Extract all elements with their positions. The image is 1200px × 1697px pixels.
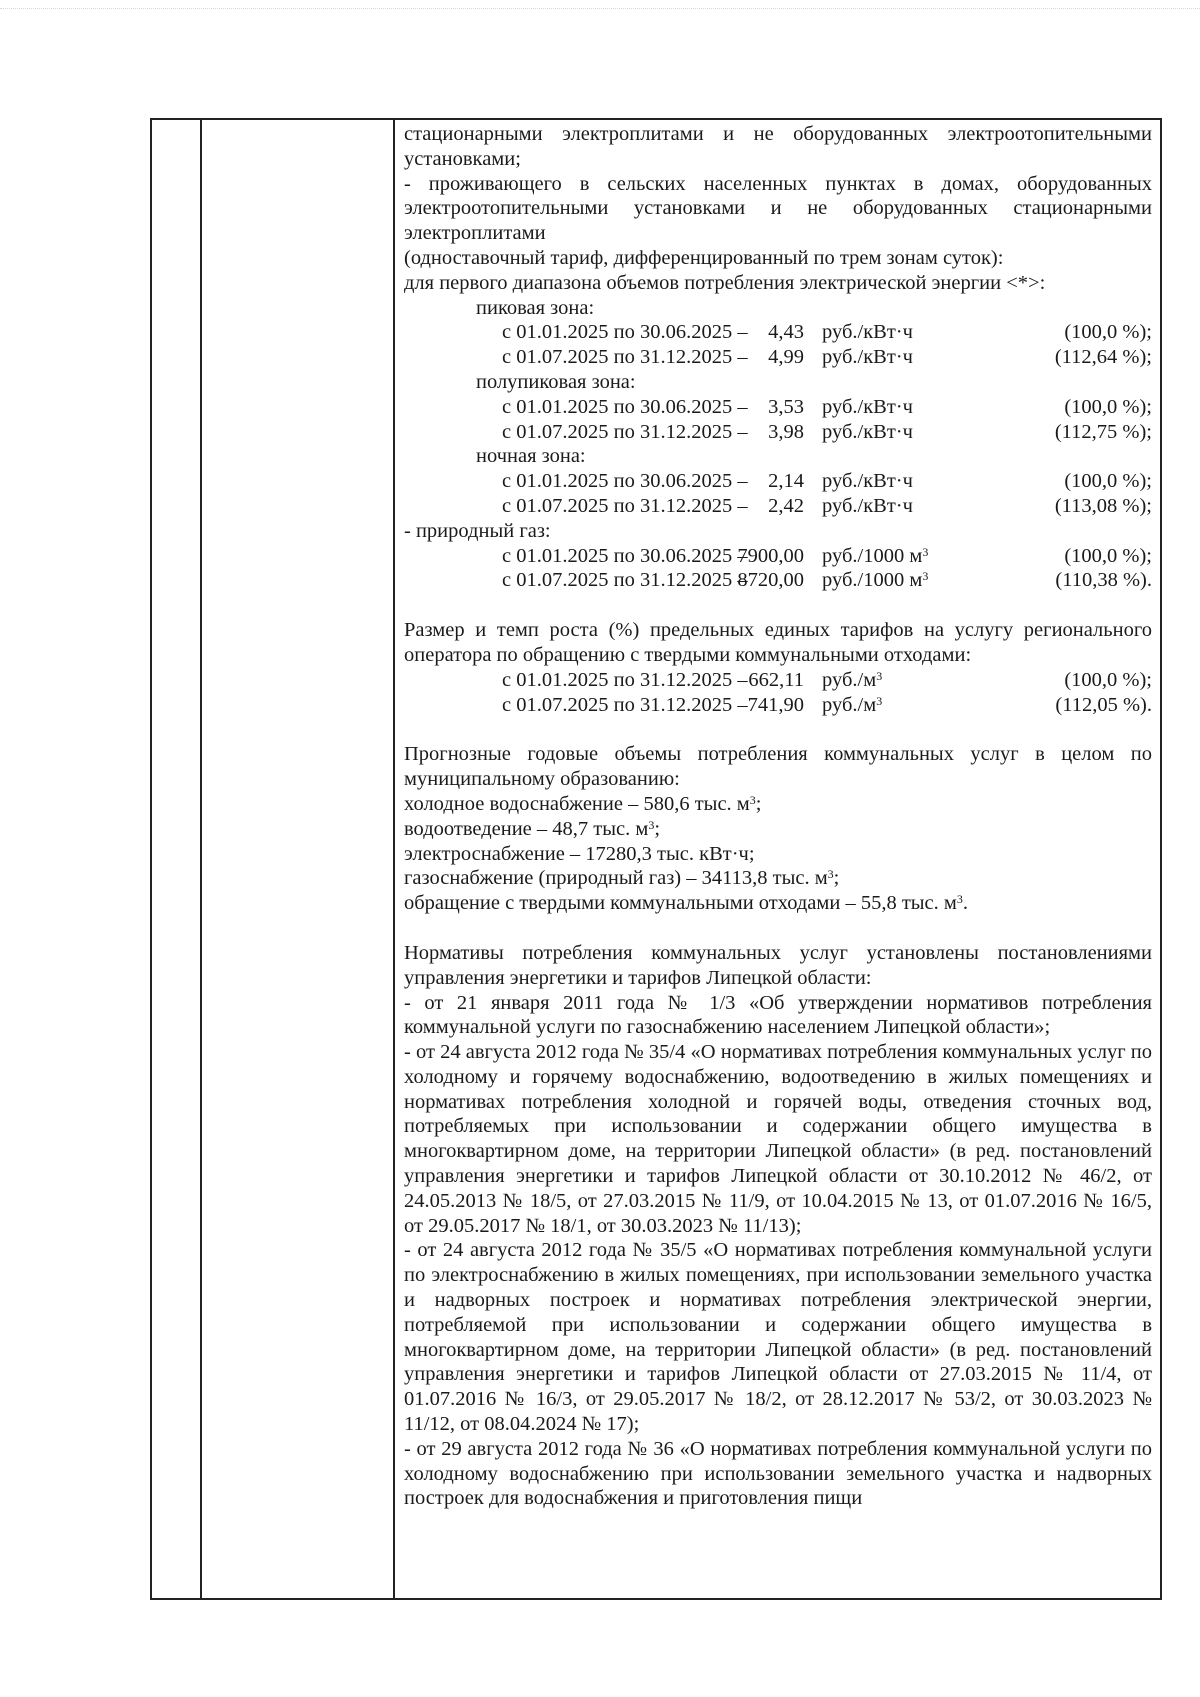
zone-title: пиковая зона: <box>476 296 595 319</box>
forecast-item: газоснабжение (природный газ) – 34113,8 тыс. $м^3$; <box>404 867 840 890</box>
tariff-unit: $руб./м^3$ <box>822 693 883 716</box>
tariff-percent: (100,0 %); <box>1064 321 1152 344</box>
tariff-unit: руб./кВт·ч <box>822 346 913 369</box>
tariff-row <box>404 668 1152 693</box>
forecast-item: обращение с твердыми коммунальными отходами – 55,8 тыс. $м^3$. <box>404 892 969 915</box>
tariff-row <box>404 469 1152 494</box>
forecast-item: водоотведение – 48,7 тыс. $м^3$; <box>404 817 661 840</box>
zone-title: ночная зона: <box>476 445 586 468</box>
tariff-unit: руб./кВт·ч <box>822 395 913 418</box>
tariff-value: 3,98 <box>768 420 804 443</box>
zone-title: полупиковая зона: <box>476 370 636 393</box>
tariff-row <box>404 693 1152 718</box>
tariff-row <box>404 395 1152 420</box>
tariff-period: с 01.07.2025 по 31.12.2025 – <box>502 420 748 443</box>
tariff-row <box>404 494 1152 519</box>
norms-heading: Нормативы потребления коммунальных услуг установлены постановлениями управления энергетики и тарифов Липецкой области: <box>404 941 1152 989</box>
intro-line: стационарными электроплитами и не оборудованных электроотопительными установками; <box>404 123 1152 170</box>
tariff-value: 2,14 <box>768 470 804 493</box>
tariff-percent: (112,75 %); <box>1054 420 1152 443</box>
tariff-unit: руб./кВт·ч <box>822 420 913 443</box>
tariff-row <box>404 345 1152 370</box>
tariff-row <box>404 544 1152 569</box>
gas-title: - природный газ: <box>404 519 551 542</box>
tariff-unit: руб./1000 $м^3$ <box>822 569 929 592</box>
tariff-row <box>404 568 1152 593</box>
tariff-period: с 01.07.2025 по 31.12.2025 – <box>502 494 748 517</box>
table-cell-number <box>151 119 201 1599</box>
table-cell-name <box>201 119 394 1599</box>
document-table <box>150 118 1162 1600</box>
tariff-value: 4,99 <box>768 346 804 369</box>
semi-peak-zone <box>404 370 1152 444</box>
tariff-unit: руб./кВт·ч <box>822 494 913 517</box>
tariff-value: 3,53 <box>768 395 804 418</box>
tariff-period: с 01.01.2025 по 30.06.2025 – <box>502 395 748 418</box>
tariff-value: 4,43 <box>768 321 804 344</box>
tariff-period: с 01.07.2025 по 31.12.2025 – <box>502 569 748 592</box>
norms-section <box>404 941 1152 1511</box>
night-zone <box>404 444 1152 518</box>
tariff-value: 2,42 <box>768 494 804 517</box>
tariff-percent: (100,0 %); <box>1064 470 1152 493</box>
norms-item: - от 29 августа 2012 года № 36 «О нормативах потребления коммунальной услуги по холодному водоснабжению при использовании земельного участка и надворных построек для водоснабжения и приготовления пищи <box>404 1437 1152 1510</box>
tariff-percent: (100,0 %); <box>1064 668 1152 691</box>
tariff-value: 7900,00 <box>737 544 804 567</box>
tariff-value: 8720,00 <box>737 569 804 592</box>
tariff-period: с 01.01.2025 по 31.12.2025 – <box>502 668 748 691</box>
table-row <box>151 119 1161 1599</box>
tariff-unit: $руб./м^3$ <box>822 668 883 691</box>
tariff-percent: (100,0 %); <box>1064 544 1152 567</box>
peak-zone <box>404 296 1152 370</box>
intro-line: (одноставочный тариф, дифференцированный по трем зонам суток): <box>404 246 1004 269</box>
tariff-unit: руб./кВт·ч <box>822 321 913 344</box>
tariff-value: 741,90 <box>747 693 804 716</box>
waste-text: Размер и темп роста (%) предельных единых тарифов на услугу регионального оператора по обращению с твердыми коммунальными отходами: <box>404 619 1152 666</box>
tariff-period: с 01.01.2025 по 30.06.2025 – <box>502 470 748 493</box>
forecast-item: электроснабжение – 17280,3 тыс. кВт·ч; <box>404 842 755 865</box>
tariff-period: с 01.07.2025 по 31.12.2025 – <box>502 346 748 369</box>
norms-item: - от 24 августа 2012 года № 35/4 «О нормативах потребления коммунальных услуг по холодному и горячему водоснабжению, водоотведению в жилых помещениях и нормативах потребления холодной и горячей воды, отведения сточных вод, потребляемых при использовании и содержании общего имущества в многоквартирном доме, на территории Липецкой области» (в ред. постановлений управления энергетики и тарифов Липецкой области от 30.10.2012 № 46/2, от 24.05.2013 № 18/5, от 27.03.2015 № 11/9, от 10.04.2015 № 13, от 01.07.2016 № 16/5, от 29.05.2017 № 18/1, от 30.03.2023 № 11/13); <box>404 1041 1152 1237</box>
tariff-percent: (112,05 %). <box>1055 693 1152 716</box>
page-top-edge <box>0 0 1200 9</box>
tariff-row <box>404 320 1152 345</box>
tariff-percent: (112,64 %); <box>1054 346 1152 369</box>
tariff-unit: руб./кВт·ч <box>822 470 913 493</box>
tariff-percent: (113,08 %); <box>1054 494 1152 517</box>
intro-line: для первого диапазона объемов потребления электрической энергии <*>: <box>404 271 1046 294</box>
norms-item: - от 21 января 2011 года № 1/3 «Об утверждении нормативов потребления коммунальной услуги по газоснабжению населением Липецкой области»; <box>404 991 1152 1039</box>
gas-section <box>404 519 1152 593</box>
tariff-period: с 01.07.2025 по 31.12.2025 – <box>502 693 748 716</box>
norms-item: - от 24 августа 2012 года № 35/5 «О нормативах потребления коммунальной услуги по электроснабжению в жилых помещениях, при использовании земельного участка и надворных построек и нормативах потребления электрической энергии, потребляемой при использовании и содержании общего имущества в многоквартирном доме, на территории Липецкой области» (в ред. постановлений управления энергетики и тарифов Липецкой области от 27.03.2015 № 11/4, от 01.07.2016 № 16/3, от 29.05.2017 № 18/2, от 28.12.2017 № 53/2, от 30.03.2023 № 11/12, от 08.04.2024 № 17); <box>404 1239 1152 1436</box>
forecast-heading: Прогнозные годовые объемы потребления коммунальных услуг в целом по муниципальному образованию: <box>404 743 1152 791</box>
tariff-period: с 01.01.2025 по 30.06.2025 – <box>502 321 748 344</box>
tariff-percent: (110,38 %). <box>1055 569 1152 592</box>
tariff-percent: (100,0 %); <box>1064 395 1152 418</box>
content-text <box>395 120 1160 1511</box>
tariff-unit: руб./1000 $м^3$ <box>822 544 929 567</box>
tariff-value: 662,11 <box>748 668 804 691</box>
tariff-row <box>404 420 1152 445</box>
forecast-section <box>404 742 1152 916</box>
waste-section <box>404 618 1152 717</box>
intro-line: - проживающего в сельских населенных пунктах в домах, оборудованных электроотопительными установками и не оборудованных стационарными электроплитами <box>404 172 1152 245</box>
forecast-item: холодное водоснабжение – 580,6 тыс. $м^3$; <box>404 792 762 815</box>
table-cell-content <box>394 119 1161 1599</box>
tariff-period: с 01.01.2025 по 30.06.2025 – <box>502 544 748 567</box>
